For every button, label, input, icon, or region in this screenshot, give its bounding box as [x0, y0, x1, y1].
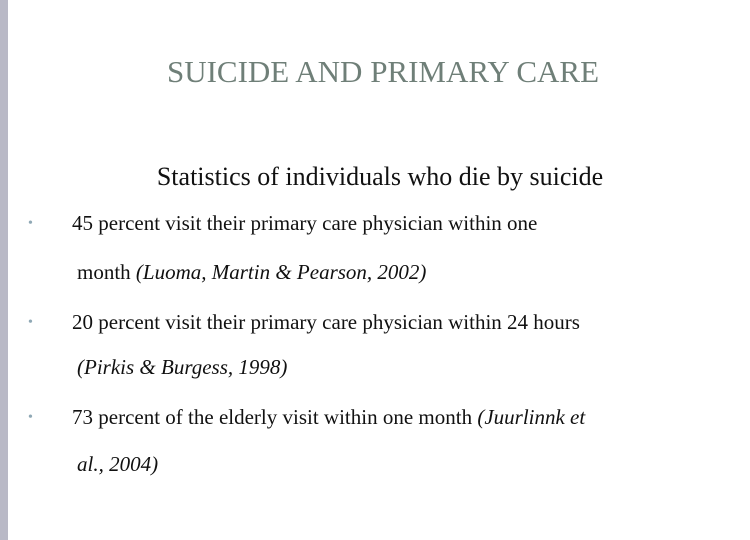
bullet-3-citation: (Juurlinnk et	[477, 405, 586, 429]
slide-subtitle: Statistics of individuals who die by suicide	[156, 162, 604, 191]
bullet-2-citation: (Pirkis & Burgess, 1998)	[77, 355, 288, 379]
bullet-1-text-cont: month	[77, 260, 136, 284]
bullet-marker-3: •	[28, 410, 33, 425]
bullet-2-text: 20 percent visit their primary care physician within 24 hours	[72, 310, 580, 334]
bullet-3-line-1	[72, 405, 585, 430]
slide-title: SUICIDE AND PRIMARY CARE	[166, 54, 600, 89]
bullet-2-line-2	[77, 355, 287, 380]
bullet-3-line-2	[77, 452, 158, 477]
bullet-3-text: 73 percent of the elderly visit within one month	[72, 405, 478, 429]
bullet-1-line-2	[77, 260, 426, 285]
bullet-3-citation-cont: al., 2004)	[77, 452, 159, 476]
bullet-1-text: 45 percent visit their primary care physician within one	[72, 211, 538, 235]
bullet-1-line-1	[72, 211, 537, 236]
bullet-1-citation: (Luoma, Martin & Pearson, 2002)	[135, 260, 427, 284]
bullet-marker-1: •	[28, 216, 33, 231]
bullet-2-line-1	[72, 310, 580, 335]
bullet-marker-2: •	[28, 315, 33, 330]
